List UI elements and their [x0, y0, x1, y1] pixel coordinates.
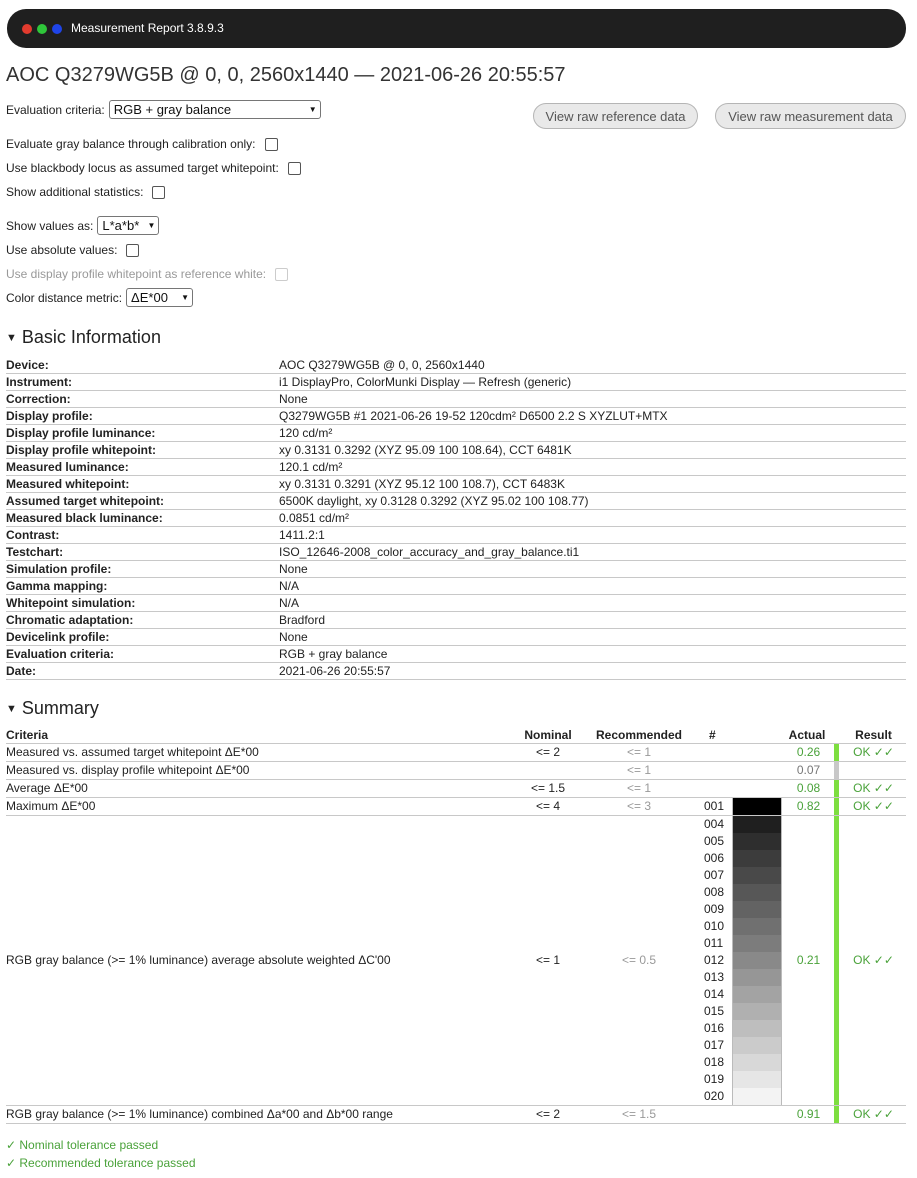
patch-number: 014 — [704, 987, 725, 1001]
close-window-dot[interactable] — [22, 24, 32, 34]
patch-swatch — [732, 986, 782, 1003]
info-value: N/A — [279, 595, 906, 612]
absolute-values-label: Use absolute values: — [6, 243, 118, 257]
show-values-label: Show values as: — [6, 218, 94, 233]
additional-stats-option — [6, 185, 165, 199]
blackbody-option — [6, 161, 301, 175]
info-row — [6, 646, 906, 663]
actual-value: 0.07 — [796, 763, 821, 777]
nominal-value: <= 4 — [535, 799, 561, 813]
report-title: AOC Q3279WG5B @ 0, 0, 2560x1440 — 2021-06-26 20:55:57 — [6, 64, 566, 86]
show-values-value: L*a*b* — [102, 218, 140, 233]
info-value: xy 0.3131 0.3291 (XYZ 95.12 100 108.7), CCT 6483K — [279, 476, 906, 493]
info-key: Chromatic adaptation: — [6, 612, 279, 629]
col-criteria-header: Criteria — [6, 728, 49, 742]
patch-number: 010 — [704, 919, 725, 933]
info-row — [6, 612, 906, 629]
maximize-window-dot[interactable] — [37, 24, 47, 34]
color-distance-select[interactable] — [126, 288, 193, 307]
info-value: None — [279, 629, 906, 646]
info-key: Correction: — [6, 391, 279, 408]
result-bar — [834, 1106, 839, 1123]
info-row — [6, 425, 906, 442]
window-title: Measurement Report 3.8.9.3 — [71, 21, 224, 35]
patch-swatch — [732, 1003, 782, 1020]
blackbody-checkbox[interactable] — [288, 162, 301, 175]
criteria-text: Measured vs. display profile whitepoint ΔE*00 — [6, 763, 250, 777]
criteria-text: Maximum ΔE*00 — [6, 799, 96, 813]
info-row — [6, 544, 906, 561]
info-row — [6, 442, 906, 459]
actual-value: 0.91 — [796, 1107, 821, 1121]
patch-number: 017 — [704, 1038, 725, 1052]
info-value: xy 0.3131 0.3292 (XYZ 95.09 100 108.64), CCT 6481K — [279, 442, 906, 459]
col-result-header: Result — [855, 728, 892, 742]
recommended-value: <= 0.5 — [621, 953, 657, 967]
info-key: Measured whitepoint: — [6, 476, 279, 493]
info-row — [6, 357, 906, 374]
info-key: Simulation profile: — [6, 561, 279, 578]
info-key: Instrument: — [6, 374, 279, 391]
info-row — [6, 663, 906, 680]
patch-swatch — [732, 798, 782, 815]
info-key: Evaluation criteria: — [6, 646, 279, 663]
patch-number: 005 — [704, 834, 725, 848]
absolute-values-checkbox[interactable] — [126, 244, 139, 257]
color-distance-row — [6, 288, 193, 307]
criteria-text: Average ΔE*00 — [6, 781, 88, 795]
summary-row-target-whitepoint — [6, 744, 906, 762]
minimize-window-dot[interactable] — [52, 24, 62, 34]
info-key: Device: — [6, 357, 279, 374]
view-raw-reference-button[interactable]: View raw reference data — [533, 103, 698, 129]
info-key: Whitepoint simulation: — [6, 595, 279, 612]
info-row — [6, 476, 906, 493]
summary-row-average — [6, 780, 906, 798]
criteria-text: Measured vs. assumed target whitepoint ΔE*00 — [6, 745, 259, 759]
patch-number: 020 — [704, 1089, 725, 1103]
patch-swatch — [732, 867, 782, 884]
nominal-tolerance-note: ✓ Nominal tolerance passed — [6, 1138, 159, 1152]
patch-number: 004 — [704, 817, 725, 831]
absolute-values-option — [6, 243, 139, 257]
criteria-text: RGB gray balance (>= 1% luminance) average absolute weighted ΔC'00 — [6, 953, 391, 967]
info-value: i1 DisplayPro, ColorMunki Display — Refresh (generic) — [279, 374, 906, 391]
col-actual-header: Actual — [788, 728, 826, 742]
patch-swatch — [732, 918, 782, 935]
info-row — [6, 493, 906, 510]
patch-number: 019 — [704, 1072, 725, 1086]
col-recommended-header: Recommended — [595, 728, 683, 742]
info-key: Display profile: — [6, 408, 279, 425]
nominal-value: <= 1.5 — [530, 781, 566, 795]
basic-info-table — [6, 357, 906, 680]
gray-patch-list — [6, 816, 906, 1105]
chevron-down-icon: ▼ — [181, 293, 190, 302]
patch-swatch — [732, 1088, 782, 1105]
color-distance-label: Color distance metric: — [6, 290, 123, 305]
summary-row-gray-balance-range — [6, 1106, 906, 1124]
info-key: Gamma mapping: — [6, 578, 279, 595]
summary-row-gray-balance-average — [6, 816, 906, 1106]
info-row — [6, 578, 906, 595]
title-bar — [7, 9, 906, 48]
additional-stats-checkbox[interactable] — [152, 186, 165, 199]
summary-heading-text: Summary — [21, 698, 99, 718]
info-key: Display profile luminance: — [6, 425, 279, 442]
info-value: 1411.2:1 — [279, 527, 906, 544]
patch-number: 006 — [704, 851, 725, 865]
patch-number: 008 — [704, 885, 725, 899]
info-row — [6, 408, 906, 425]
evaluation-criteria-label: Evaluation criteria: — [6, 102, 105, 117]
recommended-tolerance-note: ✓ Recommended tolerance passed — [6, 1156, 196, 1170]
view-raw-measurement-button[interactable]: View raw measurement data — [715, 103, 906, 129]
patch-swatch — [732, 1054, 782, 1071]
patch-number: 011 — [704, 936, 724, 950]
info-row — [6, 459, 906, 476]
patch-swatch — [732, 1037, 782, 1054]
info-value: 120.1 cd/m² — [279, 459, 906, 476]
result-value: OK ✓✓ — [853, 1107, 894, 1121]
result-bar — [834, 762, 839, 779]
info-value: 0.0851 cd/m² — [279, 510, 906, 527]
info-row — [6, 374, 906, 391]
display-profile-wp-label: Use display profile whitepoint as reference white: — [6, 267, 267, 281]
patch-swatch — [732, 901, 782, 918]
summary-heading[interactable] — [6, 698, 99, 719]
info-value: 6500K daylight, xy 0.3128 0.3292 (XYZ 95.02 100 108.77) — [279, 493, 906, 510]
color-distance-value: ΔE*00 — [131, 290, 168, 305]
info-row — [6, 629, 906, 646]
evaluation-criteria-row — [6, 100, 321, 119]
col-nominal-header: Nominal — [524, 728, 572, 742]
info-row — [6, 510, 906, 527]
display-profile-wp-checkbox — [275, 268, 288, 281]
recommended-value: <= 1 — [626, 763, 652, 777]
patch-swatch — [732, 935, 782, 952]
patch-swatch — [732, 952, 782, 969]
info-row — [6, 527, 906, 544]
info-value: Q3279WG5B #1 2021-06-26 19-52 120cdm² D6500 2.2 S XYZLUT+MTX — [279, 408, 906, 425]
info-value: 120 cd/m² — [279, 425, 906, 442]
info-value: 2021-06-26 20:55:57 — [279, 663, 906, 680]
info-value: RGB + gray balance — [279, 646, 906, 663]
result-value: OK ✓✓ — [853, 953, 894, 967]
summary-row-maximum — [6, 798, 906, 816]
basic-info-heading[interactable] — [6, 327, 161, 348]
gray-balance-calibration-checkbox[interactable] — [265, 138, 278, 151]
actual-value: 0.26 — [796, 745, 821, 759]
chevron-down-icon: ▼ — [147, 221, 156, 230]
patch-swatch — [732, 969, 782, 986]
result-value: OK ✓✓ — [853, 799, 894, 813]
patch-number: 013 — [704, 970, 725, 984]
patch-swatch — [732, 816, 782, 833]
show-values-select[interactable] — [97, 216, 159, 235]
info-value: ISO_12646-2008_color_accuracy_and_gray_balance.ti1 — [279, 544, 906, 561]
collapse-triangle-icon: ▼ — [6, 331, 17, 344]
info-key: Testchart: — [6, 544, 279, 561]
info-key: Measured black luminance: — [6, 510, 279, 527]
patch-number: 016 — [704, 1021, 725, 1035]
criteria-text: RGB gray balance (>= 1% luminance) combined Δa*00 and Δb*00 range — [6, 1107, 393, 1121]
gray-balance-calibration-label: Evaluate gray balance through calibration only: — [6, 137, 256, 151]
nominal-value: <= 1 — [535, 953, 561, 967]
display-profile-wp-option — [6, 267, 288, 281]
info-key: Devicelink profile: — [6, 629, 279, 646]
nominal-value: <= 2 — [535, 745, 561, 759]
evaluation-criteria-value: RGB + gray balance — [113, 102, 232, 117]
patch-swatch — [732, 884, 782, 901]
info-value: Bradford — [279, 612, 906, 629]
info-key: Date: — [6, 663, 279, 680]
patch-number: 018 — [704, 1055, 725, 1069]
patch-swatch — [732, 833, 782, 850]
result-value: OK ✓✓ — [853, 781, 894, 795]
additional-stats-label: Show additional statistics: — [6, 185, 144, 199]
nominal-value: <= 2 — [535, 1107, 561, 1121]
blackbody-label: Use blackbody locus as assumed target whitepoint: — [6, 161, 279, 175]
patch-swatch — [732, 1071, 782, 1088]
chevron-down-icon: ▼ — [308, 105, 317, 114]
info-value: None — [279, 561, 906, 578]
evaluation-criteria-select[interactable] — [109, 100, 321, 119]
recommended-value: <= 3 — [626, 799, 652, 813]
result-bar — [834, 780, 839, 797]
actual-value: 0.82 — [796, 799, 821, 813]
recommended-value: <= 1 — [626, 745, 652, 759]
result-bar — [834, 798, 839, 815]
patch-swatch — [732, 850, 782, 867]
patch-number: 007 — [704, 868, 725, 882]
info-row — [6, 391, 906, 408]
patch-number: 001 — [704, 799, 725, 813]
info-value: None — [279, 391, 906, 408]
info-key: Measured luminance: — [6, 459, 279, 476]
basic-info-heading-text: Basic Information — [21, 327, 161, 347]
collapse-triangle-icon: ▼ — [6, 702, 17, 715]
info-key: Assumed target whitepoint: — [6, 493, 279, 510]
patch-number: 009 — [704, 902, 725, 916]
show-values-row — [6, 216, 159, 235]
recommended-value: <= 1 — [626, 781, 652, 795]
actual-value: 0.08 — [796, 781, 821, 795]
patch-number: 015 — [704, 1004, 725, 1018]
summary-row-profile-whitepoint — [6, 762, 906, 780]
recommended-value: <= 1.5 — [621, 1107, 657, 1121]
info-value: N/A — [279, 578, 906, 595]
info-row — [6, 595, 906, 612]
result-bar — [834, 744, 839, 761]
patch-number: 012 — [704, 953, 725, 967]
result-value: OK ✓✓ — [853, 745, 894, 759]
info-key: Display profile whitepoint: — [6, 442, 279, 459]
info-row — [6, 561, 906, 578]
col-num-header: # — [709, 728, 716, 742]
result-bar — [834, 816, 839, 1105]
actual-value: 0.21 — [796, 953, 821, 967]
info-key: Contrast: — [6, 527, 279, 544]
info-value: AOC Q3279WG5B @ 0, 0, 2560x1440 — [279, 357, 906, 374]
gray-balance-calibration-option — [6, 137, 278, 151]
patch-swatch — [732, 1020, 782, 1037]
